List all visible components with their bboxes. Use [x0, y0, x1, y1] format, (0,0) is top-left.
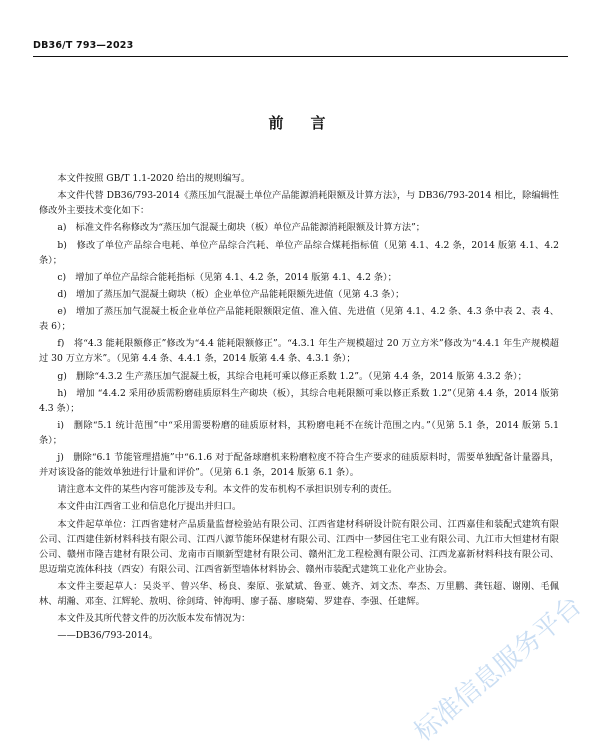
paragraph-replacement: 本文件代替 DB36/793-2014《蒸压加气混凝土单位产品能源消耗限额及计算方法》，与 DB36/793-2014 相比，除编辑性修改外主要技术变化如下：	[39, 190, 559, 217]
change-item-a: a) 标准文件名称修改为“蒸压加气混凝土砌块（板）单位产品能源消耗限额及计算方法”；	[57, 222, 425, 234]
paragraph-patent-notice: 请注意本文件的某些内容可能涉及专利。本文件的发布机构不承担识别专利的责任。	[57, 484, 398, 496]
watermark: 标准信息服务平台	[408, 590, 588, 748]
paragraph-drafters: 本文件主要起草人：吴炎平、曾兴华、杨良、秦原、张斌斌、鲁亚、姚齐、刘文杰、奉杰、万里鹏、龚钰超、谢刚、毛佩林、胡瀚、邓奎、江辉轮、敖明、徐剑琦、钟海明、廖子磊、廖晓菊、罗建春、李强、任建辉。	[39, 580, 559, 607]
header-divider	[33, 56, 568, 57]
paragraph-basis: 本文件按照 GB/T 1.1-2020 给出的规则编写。	[57, 173, 251, 184]
change-item-i: i) 删除“5.1 统计范围”中“采用需要粉磨的硅质原材料，其粉磨电耗不在统计范围之内。”（见第 5.1 条，2014 版第 5.1 条）；	[39, 419, 559, 446]
standard-code-header: DB36/T 793—2023	[33, 40, 134, 51]
change-item-j: j) 删除“6.1 节能管理措施”中“6.1.6 对于配备球磨机来粉磨粒度不符合生产要求的硅质原料时，需要单独配备计量器具，并对该设备的能效单独进行计量和评价”。（见第 6.1 条，2014 版第 6.1 条）。	[39, 452, 559, 479]
change-item-d: d) 增加了蒸压加气混凝土砌块（板）企业单位产品能耗限额先进值（见第 4.3 条）；	[57, 288, 405, 300]
change-item-g: g) 删除“4.3.2 生产蒸压加气混凝土板，其综合电耗可乘以修正系数 1.2”。（见第 4.4 条，2014 版第 4.3.2 条）；	[57, 370, 527, 382]
change-item-e: e) 增加了蒸压加气混凝土板企业单位产品能耗限额限定值、准入值、先进值（见第 4.1、4.2 条、4.3 条中表 2、表 4、表 6）；	[39, 306, 559, 333]
change-item-f: f) 将“4.3 能耗限额修正”修改为“4.4 能耗限额修正”。“4.3.1 年生产规模超过 20 万立方米”修改为“4.4.1 年生产规模超过 30 万立方米”。（见第 4.4 条、4.4.1 条，2014 版第 4.4 条、4.3.1 条）；	[39, 338, 559, 365]
paragraph-proposer: 本文件由江西省工业和信息化厅提出并归口。	[57, 501, 242, 513]
page-title: 前 言	[268, 114, 332, 132]
change-item-c: c) 增加了单位产品综合能耗指标（见第 4.1、4.2 条，2014 版第 4.1、4.2 条）；	[57, 271, 397, 283]
paragraph-history-item: ——DB36/793-2014。	[57, 630, 158, 642]
paragraph-drafting-units: 本文件起草单位：江西省建材产品质量监督检验站有限公司、江西省建材科研设计院有限公司、江西嘉佳和装配式建筑有限公司、江西建佳新材料科技有限公司、江西八源节能环保建材有限公司、江西中一梦园住宅工业有限公司、九江市大恒建材有限公司、赣州市隆吉建材有限公司、龙南市百顺新型建材有限公司、赣州汇龙工程检测有限公司、江西龙嘉新材料科技有限公司、思迈瑞克流体科技（西安）有限公司、江西省新型墙体材料协会、赣州市装配式建筑工业化产业协会。	[39, 518, 559, 575]
change-item-b: b) 修改了单位产品综合电耗、单位产品综合汽耗、单位产品综合煤耗指标值（见第 4.1、4.2 条，2014 版第 4.1、4.2 条）；	[39, 239, 559, 266]
paragraph-history-intro: 本文件及其所代替文件的历次版本发布情况为：	[57, 613, 251, 624]
change-item-h: h) 增加 “4.4.2 采用砂质需粉磨硅质原料生产砌块（板），其综合电耗限额可乘以修正系数 1.2”（见第 4.4 条，2014 版第 4.3 条）；	[39, 387, 559, 414]
body-text	[39, 171, 559, 645]
